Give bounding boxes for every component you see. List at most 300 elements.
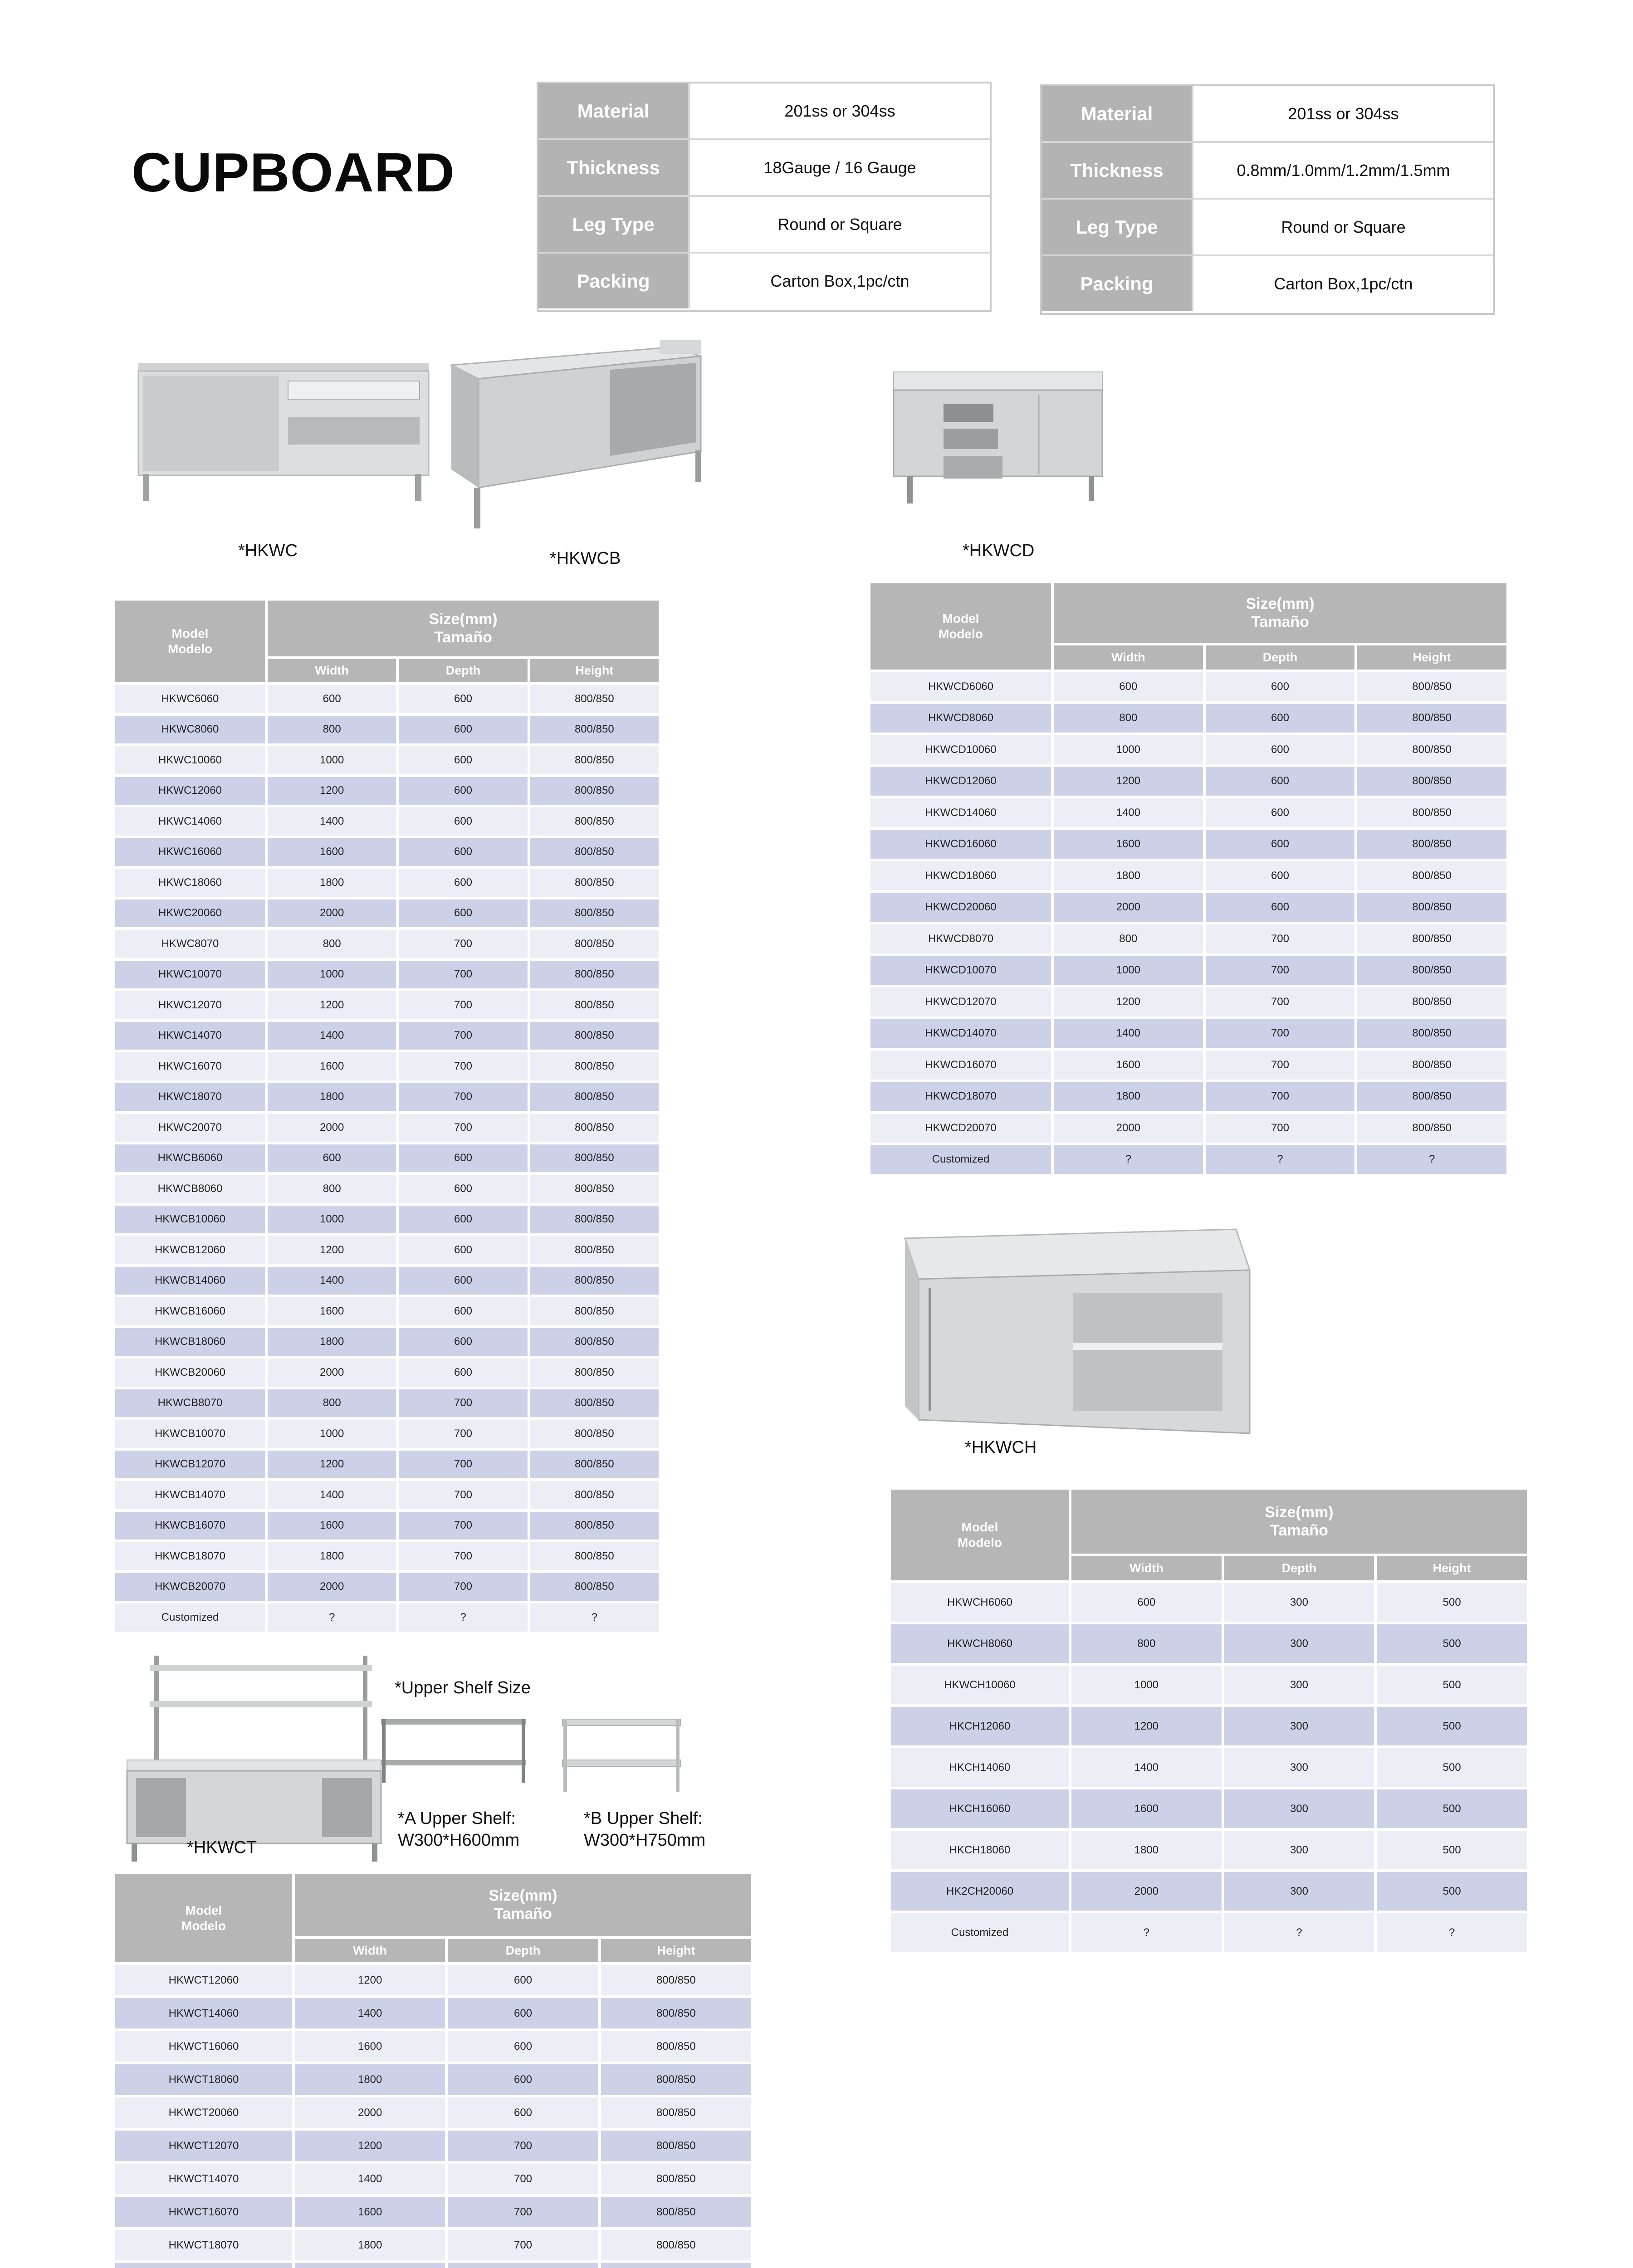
width-cell: 1200 xyxy=(268,1451,396,1479)
depth-cell: 600 xyxy=(399,1144,527,1173)
depth-cell: 700 xyxy=(399,1022,527,1050)
height-cell: 800/850 xyxy=(530,1114,659,1142)
depth-cell: 600 xyxy=(399,685,527,713)
model-header: Model Modelo xyxy=(115,601,265,682)
spec-key: Packing xyxy=(538,254,690,308)
depth-cell: 700 xyxy=(399,1481,527,1509)
height-cell: 800/850 xyxy=(601,2230,751,2260)
depth-cell: 700 xyxy=(399,1542,527,1570)
height-cell: 800/850 xyxy=(530,961,659,989)
model-cell: HKWCB14060 xyxy=(115,1267,265,1295)
height-header: Height xyxy=(601,1939,751,1963)
spec-key: Thickness xyxy=(538,140,690,195)
height-cell: 800/850 xyxy=(530,1451,659,1479)
width-cell: 800 xyxy=(268,1175,396,1203)
depth-cell: 600 xyxy=(399,1328,527,1356)
height-cell: 800/850 xyxy=(530,1175,659,1203)
table-row xyxy=(115,1420,659,1448)
width-cell: 1000 xyxy=(1071,1666,1222,1704)
width-cell: 1800 xyxy=(1071,1831,1222,1869)
model-cell: HKWCH6060 xyxy=(891,1583,1069,1622)
model-cell: HKWCT16070 xyxy=(115,2197,292,2227)
width-cell: 1600 xyxy=(268,1297,396,1325)
table-row xyxy=(891,1583,1527,1622)
width-cell: 1600 xyxy=(268,1052,396,1080)
model-header: Model Modelo xyxy=(115,1874,292,1962)
hkwcd-photo xyxy=(889,363,1107,508)
height-cell xyxy=(601,2263,751,2268)
table-row xyxy=(115,2131,751,2161)
table-row xyxy=(115,838,659,866)
depth-cell: 600 xyxy=(448,1998,598,2028)
width-cell: 1200 xyxy=(268,1236,396,1264)
hkwc-photo xyxy=(134,354,433,513)
width-cell: 1800 xyxy=(1054,861,1203,890)
spec-table-left xyxy=(537,82,992,312)
table-row xyxy=(891,1748,1527,1787)
table-row xyxy=(891,1831,1527,1869)
height-cell: 800/850 xyxy=(601,2164,751,2194)
depth-cell: 300 xyxy=(1224,1583,1374,1622)
table-row xyxy=(115,2197,751,2227)
height-cell: 800/850 xyxy=(601,1998,751,2028)
table-row xyxy=(115,2263,751,2268)
model-cell: HKWC10060 xyxy=(115,746,265,774)
width-cell: 2000 xyxy=(295,2097,445,2128)
model-cell: HKWCD10060 xyxy=(870,735,1051,764)
depth-cell: 700 xyxy=(448,2164,598,2194)
table-row xyxy=(891,1913,1527,1952)
model-cell: HKWCB14070 xyxy=(115,1481,265,1509)
height-cell: 800/850 xyxy=(530,1573,659,1601)
width-cell: 800 xyxy=(1071,1624,1222,1663)
height-cell: 800/850 xyxy=(530,1022,659,1050)
table-row xyxy=(115,1175,659,1203)
height-cell: 800/850 xyxy=(601,2031,751,2062)
depth-cell: 600 xyxy=(1206,861,1355,890)
height-cell: 500 xyxy=(1377,1789,1527,1828)
table-row xyxy=(891,1789,1527,1828)
width-header: Width xyxy=(1071,1556,1222,1580)
model-header: Model Modelo xyxy=(870,583,1051,670)
depth-cell xyxy=(448,2263,598,2268)
table-row xyxy=(870,893,1506,922)
depth-cell: 700 xyxy=(448,2197,598,2227)
table-row xyxy=(115,991,659,1019)
spec-value: 18Gauge / 16 Gauge xyxy=(763,158,916,177)
height-cell: 800/850 xyxy=(530,1481,659,1509)
table-row xyxy=(870,767,1506,796)
spec-key: Material xyxy=(538,83,690,138)
model-cell: HKWCT12070 xyxy=(115,2131,292,2161)
width-cell: 600 xyxy=(1071,1583,1222,1622)
model-cell: HK2CH20060 xyxy=(891,1872,1069,1911)
hkwch-photo xyxy=(900,1225,1254,1442)
height-cell: 800/850 xyxy=(1357,1082,1506,1111)
model-cell: HKWC12070 xyxy=(115,991,265,1019)
width-cell: 1200 xyxy=(1054,767,1203,796)
spec-value: Round or Square xyxy=(1281,217,1406,236)
table-row xyxy=(115,807,659,836)
height-cell: ? xyxy=(1377,1913,1527,1952)
width-cell: 2000 xyxy=(1071,1872,1222,1911)
hkwcd-caption: *HKWCD xyxy=(963,541,1035,560)
table-row xyxy=(115,1389,659,1418)
model-cell: HKWC10070 xyxy=(115,961,265,989)
width-cell: 1400 xyxy=(268,1022,396,1050)
width-cell: 1600 xyxy=(268,838,396,866)
model-cell: HKWCD12060 xyxy=(870,767,1051,796)
depth-cell: 600 xyxy=(399,838,527,866)
table-row xyxy=(115,1083,659,1111)
model-cell: Customized xyxy=(870,1145,1051,1174)
depth-cell: 300 xyxy=(1224,1707,1374,1745)
table-row xyxy=(870,798,1506,827)
depth-cell: 600 xyxy=(399,777,527,805)
height-cell: 800/850 xyxy=(530,1512,659,1540)
model-cell: HKCH12060 xyxy=(891,1707,1069,1745)
width-cell: 1800 xyxy=(268,1328,396,1356)
table-row xyxy=(115,2097,751,2128)
model-cell: HKWCB16060 xyxy=(115,1297,265,1325)
width-cell: 2000 xyxy=(268,1359,396,1387)
height-cell: 800/850 xyxy=(530,1542,659,1570)
spec-key: Packing xyxy=(1042,256,1193,311)
shelf-a-line1: *A Upper Shelf: xyxy=(398,1809,516,1828)
model-cell: HKWCB18070 xyxy=(115,1542,265,1570)
upper-shelf-a-photo xyxy=(376,1710,535,1787)
table-row xyxy=(870,1051,1506,1080)
table-row xyxy=(870,924,1506,953)
table-row xyxy=(870,987,1506,1017)
model-cell: HKWC14060 xyxy=(115,807,265,836)
height-cell: 800/850 xyxy=(530,838,659,866)
height-cell: 800/850 xyxy=(1357,1019,1506,1048)
height-cell: 800/850 xyxy=(1357,1114,1506,1143)
depth-cell: 600 xyxy=(448,2097,598,2128)
model-cell: HKCH16060 xyxy=(891,1789,1069,1828)
model-cell: HKWC8070 xyxy=(115,930,265,958)
table-row xyxy=(891,1624,1527,1663)
table-row xyxy=(870,830,1506,859)
size-table-hkwcd xyxy=(868,581,1509,1177)
spec-value: Carton Box,1pc/ctn xyxy=(1274,274,1413,293)
table-row xyxy=(115,2064,751,2095)
width-cell: ? xyxy=(1071,1913,1222,1952)
depth-cell: 600 xyxy=(1206,830,1355,859)
depth-cell: ? xyxy=(1224,1913,1374,1952)
height-cell: 500 xyxy=(1377,1831,1527,1869)
table-row xyxy=(870,1019,1506,1048)
width-cell: 2000 xyxy=(268,1114,396,1142)
model-cell: HKWCB20060 xyxy=(115,1359,265,1387)
model-cell: HKWCD16060 xyxy=(870,830,1051,859)
depth-cell: 700 xyxy=(399,991,527,1019)
height-cell: 800/850 xyxy=(530,1328,659,1356)
model-header: Model Modelo xyxy=(891,1490,1069,1580)
model-cell: Customized xyxy=(891,1913,1069,1952)
shelf-a-caption xyxy=(398,1808,519,1851)
table-row xyxy=(870,1145,1506,1174)
height-cell: 800/850 xyxy=(1357,956,1506,985)
depth-cell: 600 xyxy=(399,1236,527,1264)
depth-cell: 600 xyxy=(399,807,527,836)
table-row xyxy=(115,777,659,805)
table-row xyxy=(115,1328,659,1356)
model-cell: HKCH18060 xyxy=(891,1831,1069,1869)
model-cell: HKWC18060 xyxy=(115,869,265,897)
model-cell: HKWCD18060 xyxy=(870,861,1051,890)
depth-cell: 700 xyxy=(399,1114,527,1142)
width-cell: 1600 xyxy=(1071,1789,1222,1828)
spec-row xyxy=(538,83,990,140)
width-cell: 1200 xyxy=(1071,1707,1222,1745)
table-row xyxy=(115,1052,659,1080)
table-row xyxy=(115,1144,659,1173)
spec-key: Leg Type xyxy=(538,197,690,252)
height-cell: 800/850 xyxy=(530,1206,659,1234)
width-cell: 1000 xyxy=(268,746,396,774)
height-cell: 800/850 xyxy=(1357,893,1506,922)
size-table-hkwch xyxy=(888,1487,1530,1955)
width-header: Width xyxy=(1054,645,1203,670)
table-row xyxy=(115,1512,659,1540)
depth-cell: 600 xyxy=(448,2031,598,2062)
spec-key: Material xyxy=(1042,86,1193,141)
width-cell: 1400 xyxy=(1054,798,1203,827)
model-cell: HKWC18070 xyxy=(115,1083,265,1111)
depth-cell: 600 xyxy=(399,1206,527,1234)
depth-cell: 700 xyxy=(1206,924,1355,953)
width-cell: 2000 xyxy=(1054,893,1203,922)
width-cell: 1200 xyxy=(268,777,396,805)
model-cell: HKWCB12060 xyxy=(115,1236,265,1264)
table-row xyxy=(115,1114,659,1142)
model-cell: HKWCH8060 xyxy=(891,1624,1069,1663)
table-row xyxy=(115,1998,751,2028)
table-row xyxy=(115,1022,659,1050)
hkwcb-photo xyxy=(447,338,705,538)
depth-cell: 700 xyxy=(399,930,527,958)
spec-row xyxy=(1042,200,1493,256)
width-cell: 1600 xyxy=(1054,1051,1203,1080)
depth-cell: 600 xyxy=(448,1965,598,1995)
size-header: Size(mm) Tamaño xyxy=(268,601,659,656)
depth-cell: ? xyxy=(1206,1145,1355,1174)
depth-cell: 600 xyxy=(1206,735,1355,764)
width-cell: 1800 xyxy=(1054,1082,1203,1111)
width-cell: 1400 xyxy=(268,1267,396,1295)
model-cell: HKWCB20070 xyxy=(115,1573,265,1601)
height-cell: 800/850 xyxy=(530,1297,659,1325)
table-row xyxy=(115,1451,659,1479)
height-cell: 800/850 xyxy=(1357,830,1506,859)
depth-cell: 700 xyxy=(1206,956,1355,985)
model-cell: HKWCD18070 xyxy=(870,1082,1051,1111)
depth-cell: 700 xyxy=(448,2131,598,2161)
height-cell: 800/850 xyxy=(1357,861,1506,890)
depth-cell: 300 xyxy=(1224,1831,1374,1869)
depth-header: Depth xyxy=(399,659,527,682)
hkwc-caption: *HKWC xyxy=(238,541,298,560)
depth-cell: 600 xyxy=(1206,798,1355,827)
upper-shelf-b-photo xyxy=(558,1710,685,1796)
width-cell: 1400 xyxy=(268,1481,396,1509)
height-cell: 500 xyxy=(1377,1624,1527,1663)
size-header: Size(mm) Tamaño xyxy=(1054,583,1506,643)
model-cell: HKWC20070 xyxy=(115,1114,265,1142)
height-cell: 800/850 xyxy=(1357,1051,1506,1080)
shelf-b-line1: *B Upper Shelf: xyxy=(584,1809,703,1828)
table-row xyxy=(115,1267,659,1295)
depth-cell: 700 xyxy=(399,1389,527,1418)
spec-row xyxy=(1042,86,1493,143)
spec-value: 0.8mm/1.0mm/1.2mm/1.5mm xyxy=(1237,161,1450,180)
height-cell: 800/850 xyxy=(530,1083,659,1111)
model-cell: HKWCB10060 xyxy=(115,1206,265,1234)
width-cell: 1400 xyxy=(1071,1748,1222,1787)
depth-cell: 700 xyxy=(448,2230,598,2260)
depth-cell: 700 xyxy=(399,961,527,989)
height-cell: 800/850 xyxy=(530,1144,659,1173)
table-row xyxy=(115,716,659,744)
depth-cell: 600 xyxy=(1206,704,1355,733)
width-cell: 1000 xyxy=(1054,956,1203,985)
model-cell: Customized xyxy=(115,1603,265,1632)
size-table-hkwc xyxy=(112,598,661,1634)
width-cell: 600 xyxy=(268,685,396,713)
shelf-a-line2: W300*H600mm xyxy=(398,1831,520,1850)
table-row xyxy=(891,1707,1527,1745)
model-cell: HKWCT20060 xyxy=(115,2097,292,2128)
height-cell: 800/850 xyxy=(530,1052,659,1080)
width-cell: 1200 xyxy=(295,2131,445,2161)
table-row xyxy=(115,1542,659,1570)
model-cell: HKWCD20060 xyxy=(870,893,1051,922)
depth-cell: 700 xyxy=(1206,1051,1355,1080)
depth-cell: ? xyxy=(399,1603,527,1632)
spec-table-right xyxy=(1040,84,1495,315)
table-row xyxy=(891,1666,1527,1704)
model-cell: HKWCD6060 xyxy=(870,672,1051,701)
model-cell: HKWCB6060 xyxy=(115,1144,265,1173)
model-cell: HKWCB18060 xyxy=(115,1328,265,1356)
model-cell: HKWC12060 xyxy=(115,777,265,805)
height-cell: 800/850 xyxy=(530,869,659,897)
height-cell: 800/850 xyxy=(530,1236,659,1264)
width-cell: 1200 xyxy=(295,1965,445,1995)
model-cell: HKWCT12060 xyxy=(115,1965,292,1995)
width-cell: 800 xyxy=(1054,704,1203,733)
height-cell: 500 xyxy=(1377,1583,1527,1622)
model-cell: HKWCD12070 xyxy=(870,987,1051,1017)
table-row xyxy=(115,1603,659,1632)
spec-key: Thickness xyxy=(1042,143,1193,198)
width-cell: 1600 xyxy=(295,2031,445,2062)
height-cell: 800/850 xyxy=(1357,704,1506,733)
model-cell: HKWCD14070 xyxy=(870,1019,1051,1048)
hkwcb-caption: *HKWCB xyxy=(550,549,621,568)
depth-cell: 600 xyxy=(1206,893,1355,922)
height-cell: 800/850 xyxy=(530,807,659,836)
table-row xyxy=(115,1236,659,1264)
depth-cell: 600 xyxy=(399,899,527,928)
model-cell: HKWCB12070 xyxy=(115,1451,265,1479)
width-cell: 1000 xyxy=(268,1206,396,1234)
height-cell: 800/850 xyxy=(530,899,659,928)
table-row xyxy=(115,685,659,713)
table-row xyxy=(115,1206,659,1234)
depth-cell: 600 xyxy=(399,1267,527,1295)
model-cell: HKWC8060 xyxy=(115,716,265,744)
height-cell: 800/850 xyxy=(530,746,659,774)
height-cell: 800/850 xyxy=(530,1267,659,1295)
size-header: Size(mm) Tamaño xyxy=(1071,1490,1527,1554)
table-row xyxy=(870,1114,1506,1143)
width-cell: 1800 xyxy=(295,2064,445,2095)
depth-cell: 300 xyxy=(1224,1748,1374,1787)
height-cell: 800/850 xyxy=(530,1420,659,1448)
depth-cell: 700 xyxy=(1206,1019,1355,1048)
width-cell: 600 xyxy=(268,1144,396,1173)
model-cell: HKWCT16060 xyxy=(115,2031,292,2062)
width-cell: 800 xyxy=(1054,924,1203,953)
depth-cell: 300 xyxy=(1224,1624,1374,1663)
width-cell: 2000 xyxy=(268,1573,396,1601)
width-cell: 1600 xyxy=(295,2197,445,2227)
width-header: Width xyxy=(268,659,396,682)
height-cell: 500 xyxy=(1377,1707,1527,1745)
height-header: Height xyxy=(1377,1556,1527,1580)
depth-cell: 700 xyxy=(399,1451,527,1479)
spec-row xyxy=(538,140,990,197)
height-cell: 500 xyxy=(1377,1872,1527,1911)
size-header: Size(mm) Tamaño xyxy=(295,1874,751,1936)
width-cell: 800 xyxy=(268,930,396,958)
width-cell: 1400 xyxy=(295,2164,445,2194)
depth-cell: 300 xyxy=(1224,1872,1374,1911)
spec-row xyxy=(538,197,990,254)
height-cell: 500 xyxy=(1377,1748,1527,1787)
spec-value: Round or Square xyxy=(777,215,902,234)
table-row xyxy=(115,2031,751,2062)
height-cell: 800/850 xyxy=(530,991,659,1019)
spec-value: Carton Box,1pc/ctn xyxy=(770,271,909,290)
table-row xyxy=(115,961,659,989)
depth-header: Depth xyxy=(448,1939,598,1963)
width-cell: 800 xyxy=(268,1389,396,1418)
shelf-b-caption xyxy=(584,1808,705,1851)
depth-cell: 600 xyxy=(399,1359,527,1387)
table-row xyxy=(891,1872,1527,1911)
width-cell: 1600 xyxy=(1054,830,1203,859)
width-cell: 1000 xyxy=(268,961,396,989)
model-cell: HKWC16070 xyxy=(115,1052,265,1080)
model-cell: HKWCD14060 xyxy=(870,798,1051,827)
height-cell: 800/850 xyxy=(1357,924,1506,953)
table-row xyxy=(115,899,659,928)
height-cell: 800/850 xyxy=(601,2131,751,2161)
height-header: Height xyxy=(530,659,659,682)
table-row xyxy=(115,1359,659,1387)
depth-cell: 600 xyxy=(399,716,527,744)
model-cell: HKWCB8060 xyxy=(115,1175,265,1203)
table-row xyxy=(115,869,659,897)
size-table-hkwct xyxy=(112,1871,754,2268)
height-cell: 800/850 xyxy=(601,1965,751,1995)
depth-cell: 600 xyxy=(399,746,527,774)
model-cell: HKWC6060 xyxy=(115,685,265,713)
